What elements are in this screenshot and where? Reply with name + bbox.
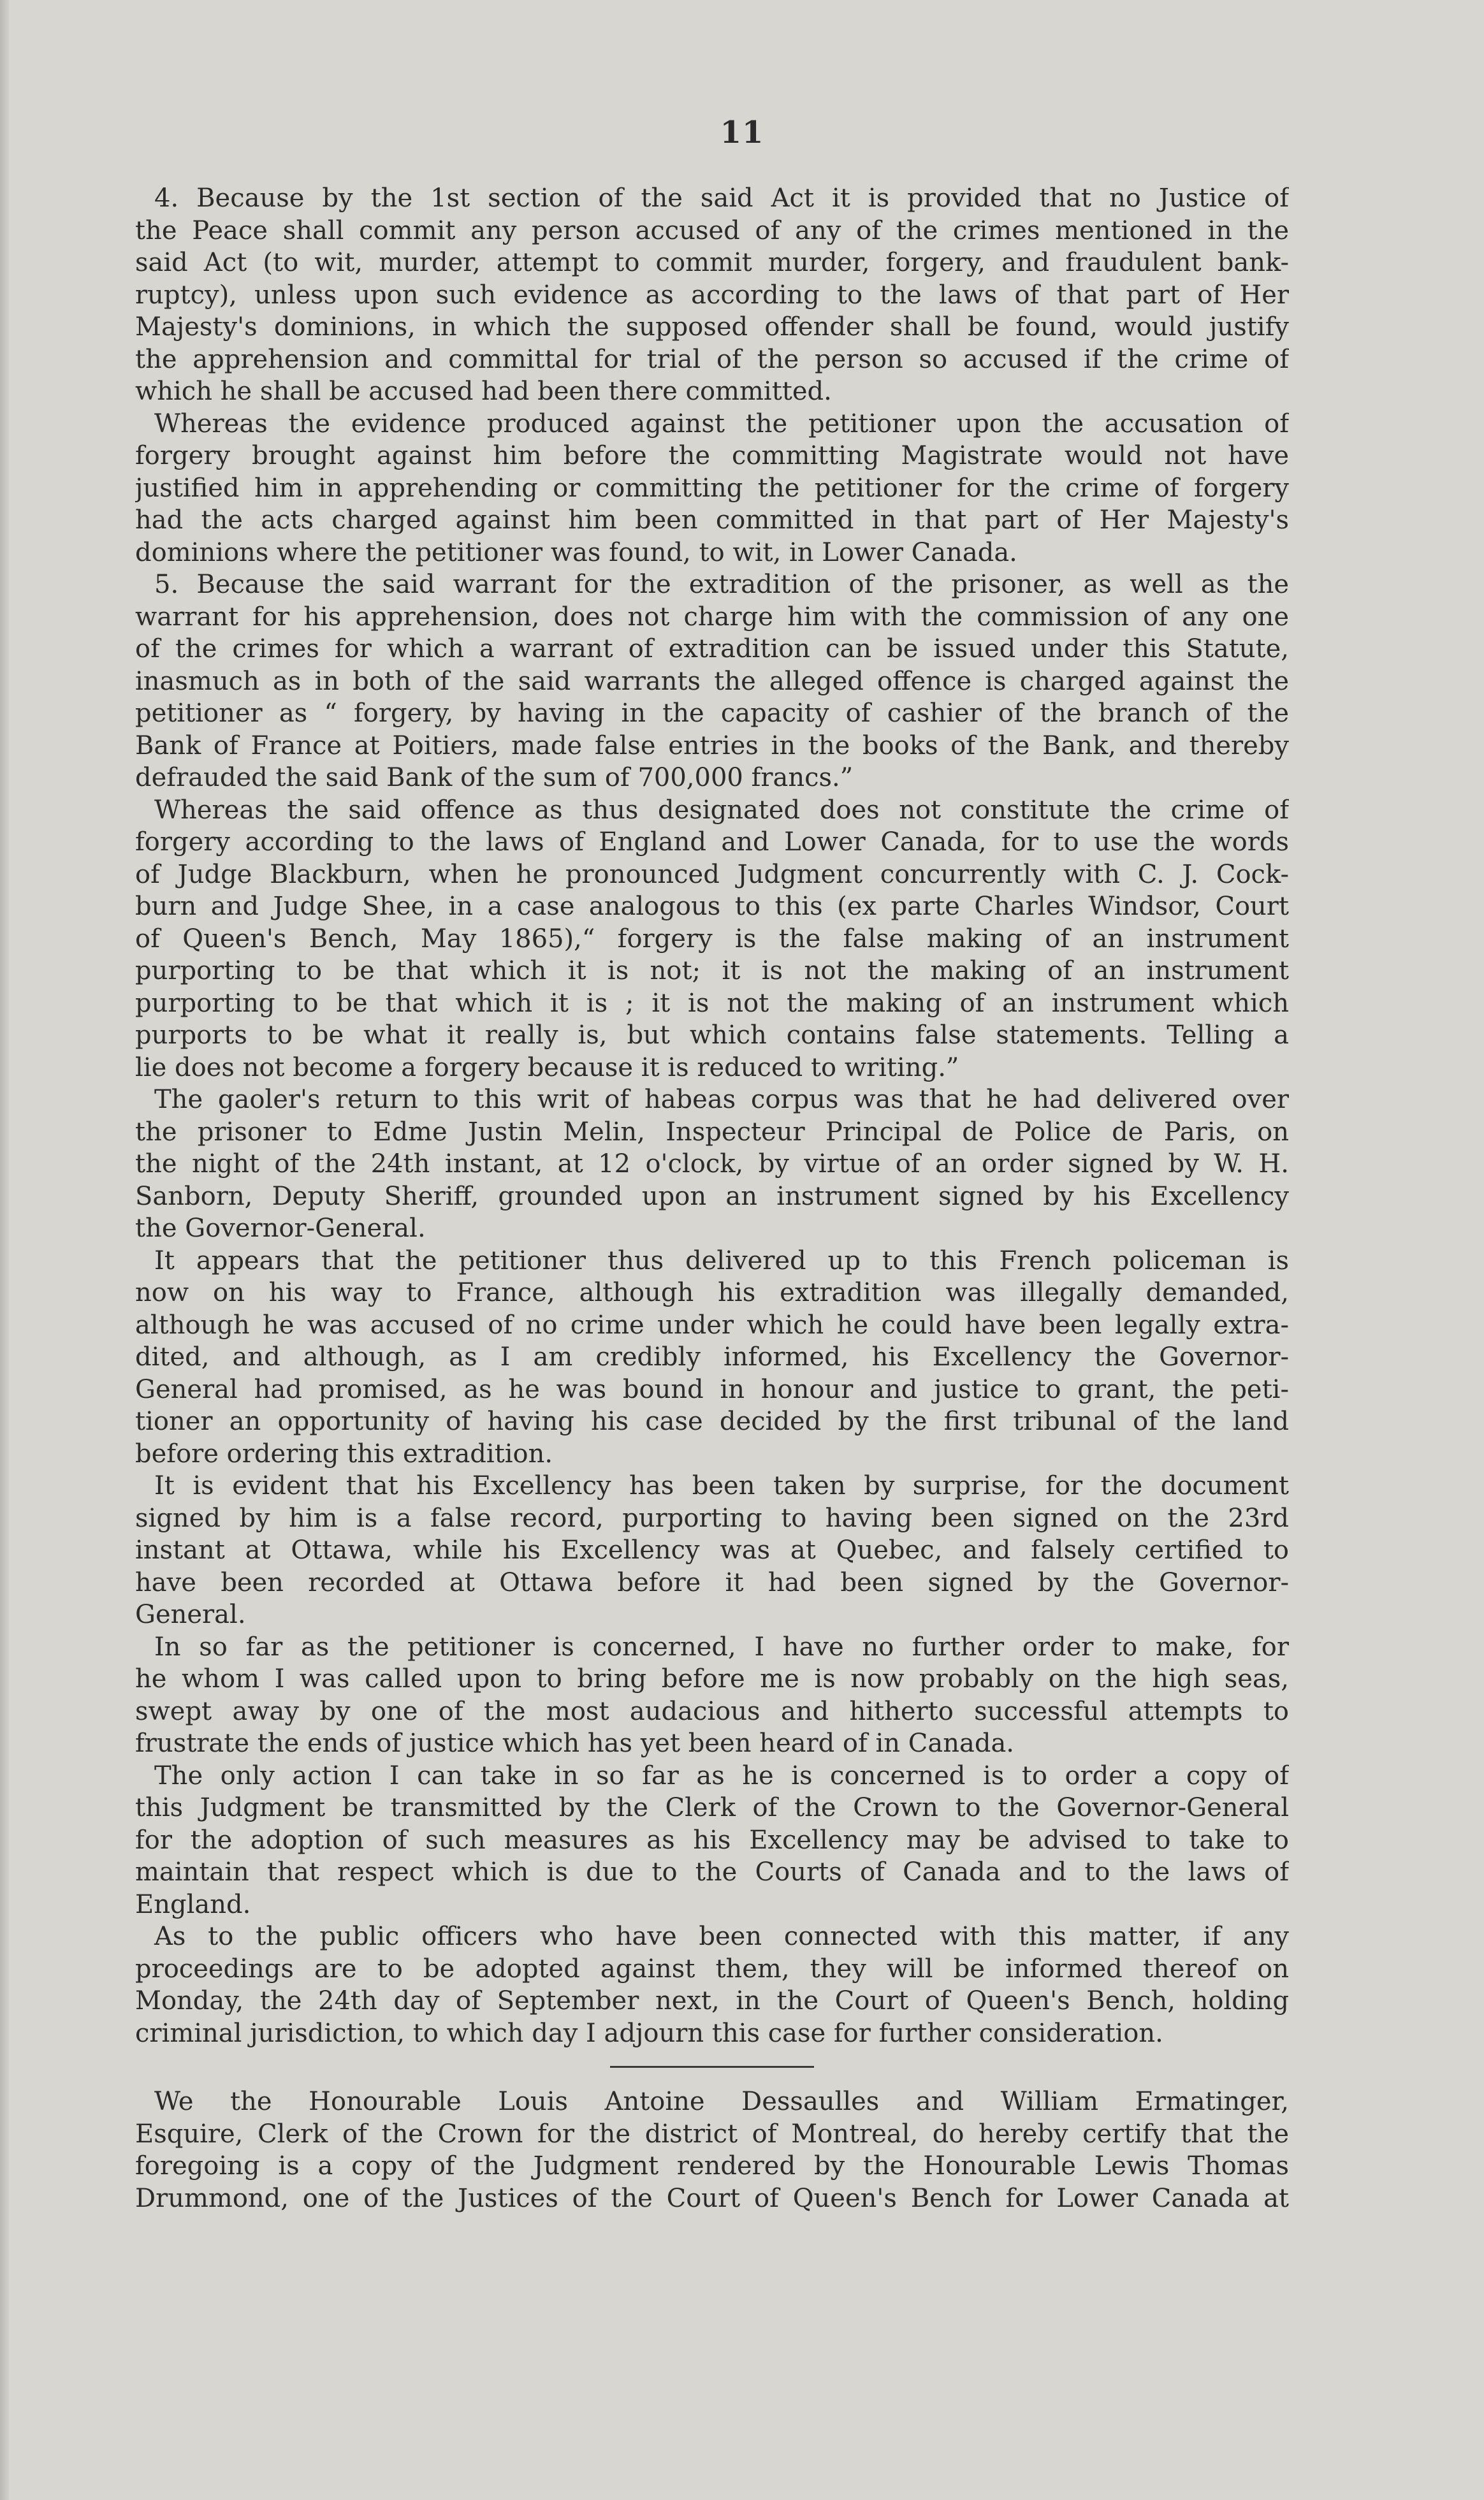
- paragraph: [135, 794, 1289, 1084]
- text-line: foregoing is a copy of the Judgment rendered by the Honourable Lewis Thomas: [135, 2151, 1289, 2181]
- text-line: inasmuch as in both of the said warrants the alleged offence is charged against the: [135, 666, 1289, 696]
- text-line: of the crimes for which a warrant of extradition can be issued under this Statute,: [135, 634, 1289, 664]
- text-line: Sanborn, Deputy Sheriff, grounded upon an instrument signed by his Excellency: [135, 1181, 1289, 1211]
- text-line: In so far as the petitioner is concerned, I have no further order to make, for: [154, 1632, 1289, 1662]
- paragraph: [135, 1760, 1289, 1921]
- text-line: Esquire, Clerk of the Crown for the district of Montreal, do hereby certify that the: [135, 2119, 1289, 2149]
- text-line: Whereas the said offence as thus designated does not constitute the crime of: [154, 795, 1289, 825]
- page-number: 11: [720, 115, 764, 150]
- text-line: proceedings are to be adopted against them, they will be informed thereof on: [135, 1954, 1289, 1984]
- text-line: maintain that respect which is due to the Courts of Canada and to the laws of: [135, 1857, 1289, 1887]
- certificate-paragraph: [135, 2086, 1289, 2214]
- text-line: have been recorded at Ottawa before it had been signed by the Governor-: [135, 1567, 1289, 1597]
- text-line: burn and Judge Shee, in a case analogous to this (ex parte Charles Windsor, Court: [135, 892, 1289, 921]
- paragraph: [135, 408, 1289, 569]
- text-line: of Queen's Bench, May 1865),“ forgery is the false making of an instrument: [135, 924, 1289, 954]
- text-line: said Act (to wit, murder, attempt to commit murder, forgery, and fraudulent bank-: [135, 248, 1289, 277]
- text-line: The gaoler's return to this writ of habeas corpus was that he had delivered over: [154, 1085, 1289, 1114]
- text-line: although he was accused of no crime under which he could have been legally extra-: [135, 1310, 1289, 1340]
- paragraph: [135, 1631, 1289, 1760]
- paragraph: [135, 1470, 1289, 1631]
- text-line: forgery according to the laws of England and Lower Canada, for to use the words: [135, 827, 1289, 857]
- text-line: purporting to be that which it is ; it is not the making of an instrument which: [135, 988, 1289, 1018]
- text-line: which he shall be accused had been there committed.: [135, 377, 832, 406]
- text-line: frustrate the ends of justice which has yet been heard of in Canada.: [135, 1729, 1015, 1758]
- text-line: Whereas the evidence produced against the petitioner upon the accusation of: [154, 409, 1289, 439]
- text-line: Majesty's dominions, in which the supposed offender shall be found, would justify: [135, 312, 1289, 342]
- judgment-paragraphs: [135, 182, 1289, 2049]
- text-line: warrant for his apprehension, does not charge him with the commission of any one: [135, 602, 1289, 632]
- text-line: before ordering this extradition.: [135, 1439, 553, 1469]
- text-line: lie does not become a forgery because it is reduced to writing.”: [135, 1052, 959, 1082]
- text-line: of Judge Blackburn, when he pronounced Judgment concurrently with C. J. Cock-: [135, 859, 1289, 889]
- text-line: As to the public officers who have been connected with this matter, if any: [154, 1922, 1289, 1951]
- text-line: criminal jurisdiction, to which day I adjourn this case for further consideration.: [135, 2018, 1163, 2048]
- text-line: Drummond, one of the Justices of the Court of Queen's Bench for Lower Canada at: [135, 2183, 1289, 2213]
- text-line: the Governor-General.: [135, 1214, 426, 1243]
- body-text: [135, 182, 1289, 2214]
- paragraph: [135, 182, 1289, 408]
- paragraph: [135, 1921, 1289, 2049]
- text-line: justified him in apprehending or committing the petitioner for the crime of forgery: [135, 473, 1289, 503]
- text-line: instant at Ottawa, while his Excellency was at Quebec, and falsely certified to: [135, 1536, 1289, 1565]
- text-line: General.: [135, 1600, 246, 1629]
- text-line: 4. Because by the 1st section of the said Act it is provided that no Justice of: [154, 184, 1289, 213]
- text-line: 5. Because the said warrant for the extradition of the prisoner, as well as the: [154, 570, 1289, 599]
- text-line: purporting to be that which it is not; it is not the making of an instrument: [135, 956, 1289, 985]
- text-line: dited, and although, as I am credibly informed, his Excellency the Governor-: [135, 1342, 1289, 1372]
- paragraph: [135, 569, 1289, 794]
- text-line: General had promised, as he was bound in honour and justice to grant, the peti-: [135, 1374, 1289, 1404]
- text-line: petitioner as “ forgery, by having in the capacity of cashier of the branch of the: [135, 699, 1289, 728]
- page-edge: [0, 0, 9, 2500]
- text-line: It is evident that his Excellency has been taken by surprise, for the document: [154, 1471, 1289, 1501]
- text-line: ruptcy), unless upon such evidence as according to the laws of that part of Her: [135, 280, 1289, 310]
- text-line: this Judgment be transmitted by the Clerk of the Crown to the Governor-General: [135, 1793, 1289, 1822]
- text-line: England.: [135, 1889, 251, 1919]
- text-line: the prisoner to Edme Justin Melin, Inspecteur Principal de Police de Paris, on: [135, 1117, 1289, 1147]
- paragraph: [135, 1084, 1289, 1245]
- text-line: dominions where the petitioner was found, to wit, in Lower Canada.: [135, 537, 1017, 567]
- text-line: had the acts charged against him been committed in that part of Her Majesty's: [135, 505, 1289, 535]
- text-line: purports to be what it really is, but which contains false statements. Telling a: [135, 1021, 1289, 1050]
- text-line: We the Honourable Louis Antoine Dessaulles and William Ermatinger,: [154, 2087, 1289, 2116]
- text-line: he whom I was called upon to bring before me is now probably on the high seas,: [135, 1664, 1289, 1694]
- text-line: The only action I can take in so far as he is concerned is to order a copy of: [154, 1761, 1289, 1791]
- text-line: forgery brought against him before the committing Magistrate would not have: [135, 441, 1289, 470]
- text-line: for the adoption of such measures as his Excellency may be advised to take to: [135, 1825, 1289, 1855]
- text-line: the night of the 24th instant, at 12 o'clock, by virtue of an order signed by W. H.: [135, 1149, 1289, 1179]
- text-line: the apprehension and committal for trial of the person so accused if the crime of: [135, 344, 1289, 374]
- text-line: the Peace shall commit any person accused of any of the crimes mentioned in the: [135, 215, 1289, 245]
- text-line: tioner an opportunity of having his case decided by the first tribunal of the land: [135, 1407, 1289, 1436]
- text-line: swept away by one of the most audacious and hitherto successful attempts to: [135, 1696, 1289, 1726]
- text-line: signed by him is a false record, purporting to having been signed on the 23rd: [135, 1503, 1289, 1533]
- section-divider: [610, 2066, 814, 2068]
- text-line: Monday, the 24th day of September next, in the Court of Queen's Bench, holding: [135, 1986, 1289, 2016]
- paragraph: [135, 1245, 1289, 1471]
- text-line: defrauded the said Bank of the sum of 700,000 francs.”: [135, 763, 854, 792]
- text-line: now on his way to France, although his extradition was illegally demanded,: [135, 1278, 1289, 1307]
- text-line: Bank of France at Poitiers, made false entries in the books of the Bank, and thereby: [135, 730, 1289, 760]
- text-line: It appears that the petitioner thus delivered up to this French policeman is: [154, 1246, 1289, 1275]
